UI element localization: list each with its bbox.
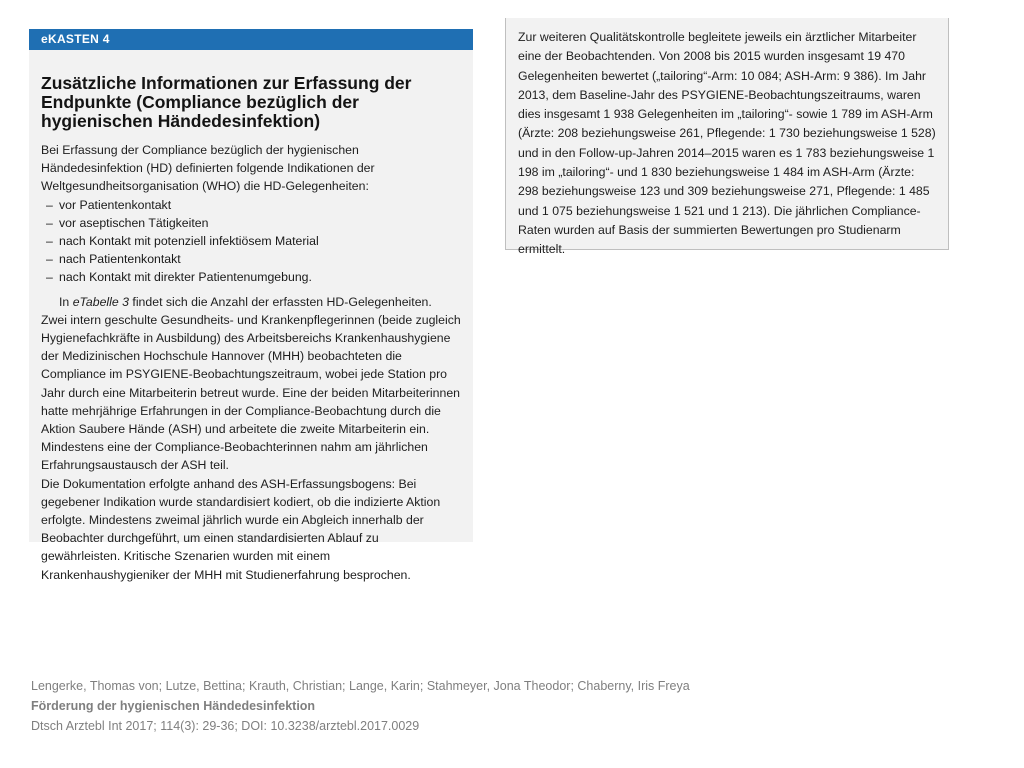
box-header: eKASTEN 4: [29, 29, 473, 50]
box-title: Zusätzliche Informationen zur Erfassung der Endpunkte (Compliance bezüglich der hygienischen Händedesinfektion): [41, 73, 412, 131]
citation-title: Förderung der hygienischen Händedesinfektion: [31, 699, 316, 713]
observation-paragraph: [41, 293, 461, 475]
indication-list: [46, 196, 461, 287]
list-item: – nach Kontakt mit direkter Patientenumgebung.: [46, 268, 461, 286]
info-box-ekasten-4: [29, 29, 473, 582]
citation-authors: Lengerke, Thomas von; Lutze, Bettina; Krauth, Christian; Lange, Karin; Stahmeyer, Jona Theodor; Chaberny, Iris Freya: [31, 679, 690, 693]
list-item: – nach Patientenkontakt: [46, 250, 461, 268]
citation-journal: Dtsch Arztebl Int 2017; 114(3): 29-36; DOI: 10.3238/arztebl.2017.0029: [31, 719, 420, 733]
documentation-paragraph: Die Dokumentation erfolgte anhand des ASH-Erfassungsbogens: Bei gegebener Indikation wurde standardisiert kodiert, ob die indizierte Aktion erfolgte. Mindestens zweimal jährlich wurde ein Abgleich innerhalb der Beobachter durchgeführt, um einen standardisierten Ablauf zu gewährleisten. Kritische Szenarien wurden mit einem Krankenhaushygieniker der MHH mit Studienerfahrung besprochen.: [41, 476, 441, 582]
info-box-continuation: [505, 18, 949, 257]
para-lead: In: [59, 294, 73, 309]
list-item: – nach Kontakt mit potenziell infektiösem Material: [46, 232, 461, 250]
list-item: – vor Patientenkontakt: [46, 196, 461, 214]
intro-paragraph: Bei Erfassung der Compliance bezüglich der hygienischen Händedesinfektion (HD) definierten folgende Indikationen der Weltgesundheitsorganisation (WHO) die HD-Gelegenheiten:: [41, 143, 375, 194]
table-reference: eTabelle 3: [72, 294, 129, 309]
continuation-paragraph: Zur weiteren Qualitätskontrolle begleitete jeweils ein ärztlicher Mitarbeiter eine der Beobachtenden. Von 2008 bis 2015 wurden insgesamt 19 470 Gelegenheiten bewertet („tailoring“-Arm: 10 084; ASH-Arm: 9 386). Im Jahr 2013, dem Baseline-Jahr des PSYGIENE-Beobachtungszeitraums, waren dies insgesamt 1 938 Gelegenheiten im „tailoring“- sowie 1 789 im ASH-Arm (Ärzte: 208 beziehungsweise 261, Pflegende: 1 730 beziehungsweise 1 528) und in den Follow-up-Jahren 2014–2015 waren es 1 783 beziehungsweise 1 198 im „tailoring“- und 1 830 beziehungsweise 1 484 im ASH-Arm (Ärzte: 298 beziehungsweise 123 und 309 beziehungsweise 271, Pflegende: 1 485 und 1 075 beziehungsweise 1 521 und 1 213). Die jährlichen Compliance-Raten wurden auf Basis der summierten Bewertungen pro Studienarm ermittelt.: [518, 30, 936, 257]
para-body: findet sich die Anzahl der erfassten HD-Gelegenheiten. Zwei intern geschulte Gesundheits- und Krankenpflegerinnen (beide zugleich Hygienefachkräfte in Ausbildung) des Arbeitsbereichs Krankenhaushygiene der Medizinischen Hochschule Hannover (MHH) beobachteten die Compliance im PSYGIENE-Beobachtungszeitraum, wobei jede Station pro Jahr durch eine Mitarbeiterin betreut wurde. Eine der beiden Mitarbeiterinnen hatte mehrjährige Erfahrungen in der Compliance-Beobachtung durch die Aktion Saubere Hände (ASH) und arbeitete die zweite Mitarbeiterin ein. Mindestens eine der Compliance-Beobachterinnen nahm am jährlichen Erfahrungsaustausch der ASH teil.: [41, 294, 461, 473]
list-item: – vor aseptischen Tätigkeiten: [46, 214, 461, 232]
